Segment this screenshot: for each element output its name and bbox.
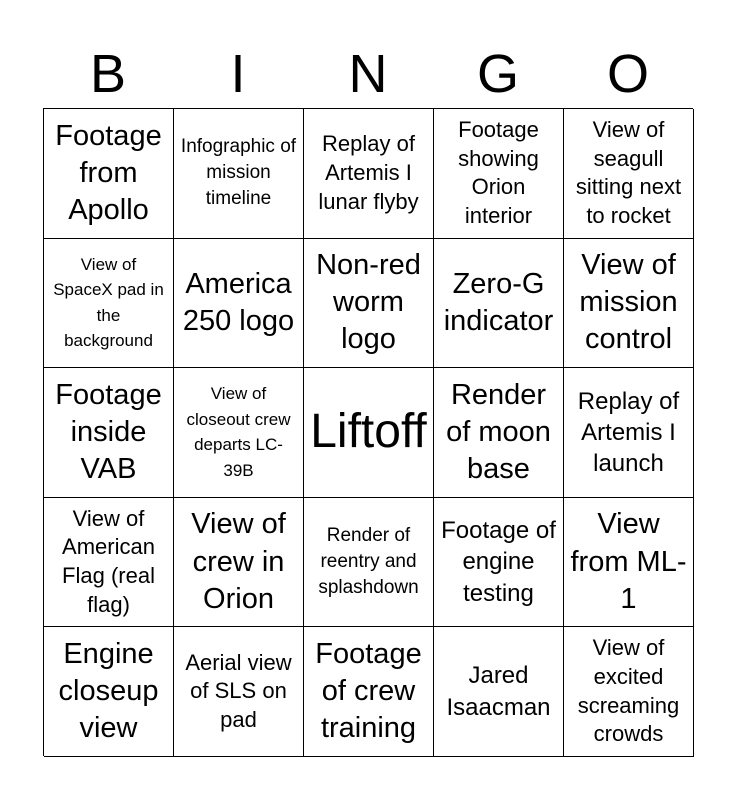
- bingo-cell[interactable]: [564, 239, 694, 369]
- cell-text: Footage of crew training: [315, 638, 422, 745]
- cell-text: View of seagull sitting next to rocket: [575, 117, 682, 228]
- cell-text: Zero-G indicator: [443, 267, 554, 337]
- header-letter-b: B: [89, 44, 127, 104]
- header-letter-i: I: [230, 44, 246, 104]
- cell-text: View of SpaceX pad in the background: [53, 254, 164, 351]
- cell-text: Non-red worm logo: [316, 249, 421, 356]
- bingo-cell[interactable]: [174, 109, 304, 239]
- header-letter-g: G: [476, 44, 519, 104]
- cell-text: View from ML-1: [570, 508, 687, 615]
- cell-text: Render of reentry and splashdown: [318, 524, 419, 599]
- cell-text: View of American Flag (real flag): [62, 505, 155, 617]
- cell-text: Footage from Apollo: [55, 119, 162, 226]
- header-letter-o: O: [606, 44, 649, 104]
- cell-text: View of crew in Orion: [191, 508, 286, 615]
- cell-text: Render of moon base: [446, 378, 551, 486]
- cell-text: View of closeout crew departs LC-39B: [186, 384, 291, 480]
- cell-text: Liftoff: [310, 405, 427, 459]
- bingo-cell[interactable]: [564, 109, 694, 239]
- bingo-grid: [43, 108, 693, 756]
- bingo-cell[interactable]: [304, 239, 434, 369]
- bingo-cell[interactable]: [44, 498, 174, 628]
- cell-text: Replay of Artemis I lunar flyby: [318, 131, 419, 214]
- cell-text: Footage showing Orion interior: [458, 117, 539, 228]
- bingo-cell[interactable]: [564, 498, 694, 628]
- bingo-cell[interactable]: [174, 498, 304, 628]
- cell-text: Replay of Artemis I launch: [577, 387, 680, 478]
- cell-text: Footage of engine testing: [441, 517, 556, 607]
- bingo-cell[interactable]: [304, 109, 434, 239]
- bingo-cell[interactable]: [44, 109, 174, 239]
- bingo-cell[interactable]: [304, 498, 434, 628]
- bingo-cell[interactable]: [434, 627, 564, 757]
- cell-text: America 250 logo: [182, 267, 295, 337]
- cell-text: Infographic of mission timeline: [180, 135, 297, 210]
- bingo-cell[interactable]: [434, 239, 564, 369]
- bingo-cell[interactable]: [44, 627, 174, 757]
- cell-text: View of mission control: [579, 249, 678, 356]
- header-letter-n: N: [348, 44, 388, 104]
- cell-text: Jared Isaacman: [446, 662, 551, 721]
- cell-text: View of excited screaming crowds: [577, 635, 680, 747]
- bingo-cell[interactable]: [174, 368, 304, 498]
- cell-text: Footage inside VAB: [55, 378, 162, 486]
- bingo-header: [43, 40, 693, 108]
- bingo-cell[interactable]: [174, 627, 304, 757]
- cell-text: Aerial view of SLS on pad: [185, 649, 292, 732]
- bingo-cell[interactable]: [44, 239, 174, 369]
- bingo-cell[interactable]: [434, 498, 564, 628]
- bingo-cell[interactable]: [564, 368, 694, 498]
- bingo-cell[interactable]: [434, 109, 564, 239]
- bingo-cell[interactable]: [304, 627, 434, 757]
- bingo-cell[interactable]: [174, 239, 304, 369]
- free-space-cell[interactable]: [304, 368, 434, 498]
- bingo-cell[interactable]: [564, 627, 694, 757]
- bingo-cell[interactable]: [434, 368, 564, 498]
- bingo-cell[interactable]: [44, 368, 174, 498]
- cell-text: Engine closeup view: [58, 638, 159, 745]
